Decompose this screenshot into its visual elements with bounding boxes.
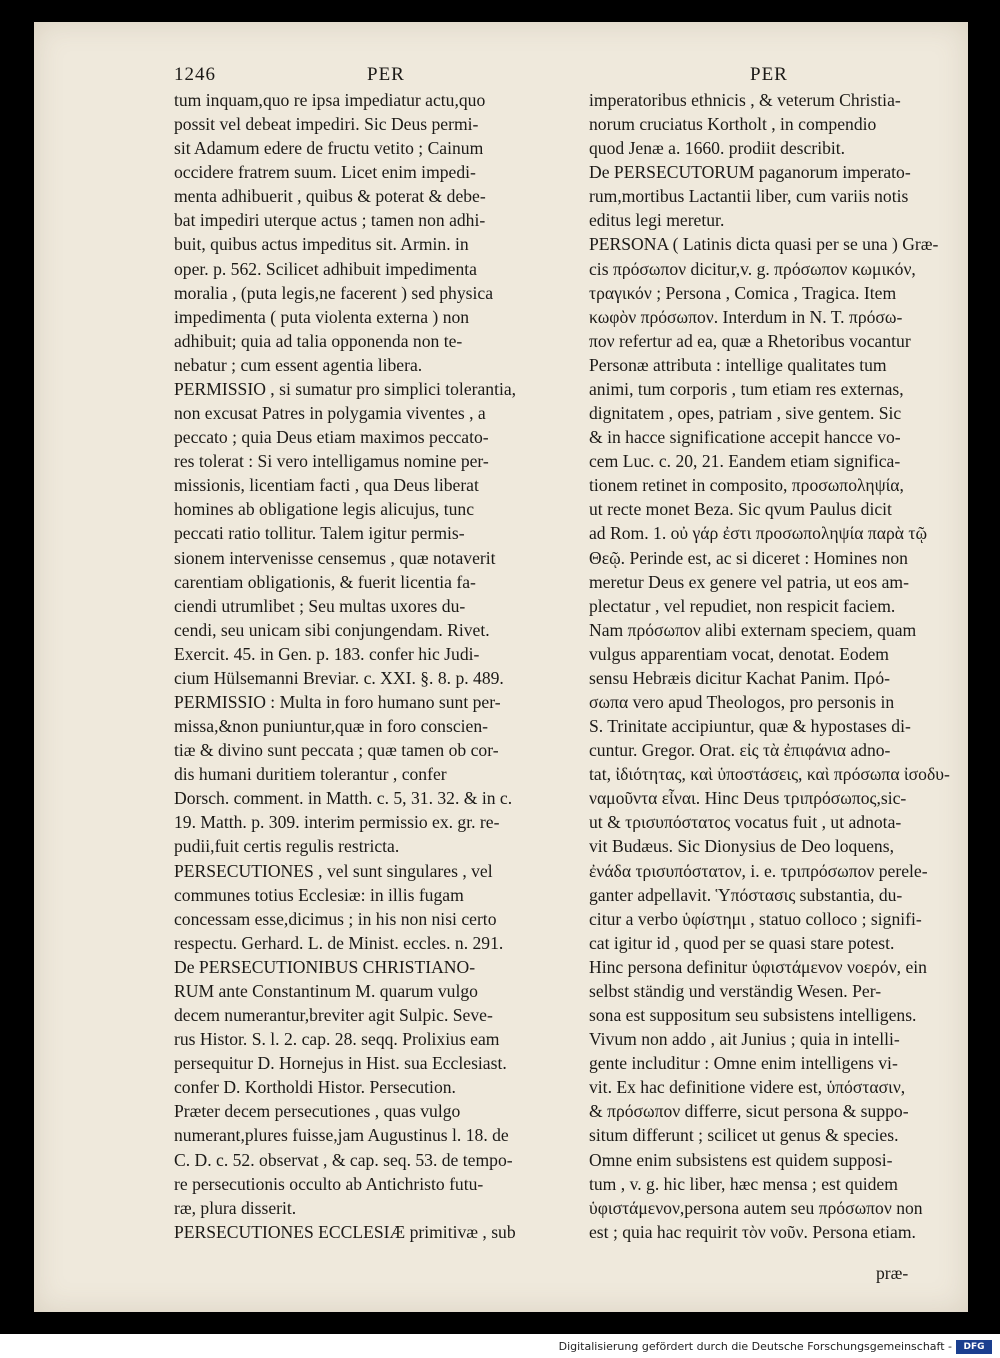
text-line: PERMISSIO : Multa in foro humano sunt per-	[174, 692, 501, 712]
text-line: cendi, seu unicam sibi conjungendam. Rivet.	[174, 619, 490, 640]
text-line: missionis, licentiam facti , qua Deus liberat	[174, 475, 479, 496]
text-line: dis humani duritiem tolerantur , confer	[174, 764, 447, 785]
text-line: imperatoribus ethnicis , & veterum Christia-	[589, 90, 901, 110]
running-head-right: PER	[750, 64, 788, 85]
text-line: PERSECUTIONES ECCLESIÆ primitivæ , sub	[174, 1221, 516, 1242]
text-line: possit vel debeat impediri. Sic Deus permi-	[174, 114, 479, 135]
text-line: ganter adpellavit. Ὑπόστασις substantia, du-	[589, 884, 903, 905]
text-line: confer D. Kortholdi Histor. Persecution.	[174, 1077, 456, 1098]
page-number: 1246	[174, 64, 216, 85]
text-line: tum , v. g. hic liber, hæc mensa ; est quidem	[589, 1173, 898, 1194]
text-line: citur a verbo ὑφίστημι , statuo colloco ; signifi-	[589, 908, 922, 929]
text-line: Omne enim subsistens est quidem supposi-	[589, 1149, 893, 1170]
text-line: peccato ; quia Deus etiam maximos peccato-	[174, 427, 489, 448]
text-line: rus Histor. S. l. 2. cap. 28. seqq. Prolixius eam	[174, 1029, 500, 1050]
text-line: κωφὸν πρόσωπον. Interdum in N. T. πρόσω-	[589, 306, 903, 327]
text-line: De PERSECUTORUM paganorum imperato-	[589, 162, 911, 183]
text-line: ναμοῦντα εἶναι. Hinc Deus τριπρόσωπος,sic-	[589, 788, 907, 809]
text-line: vulgus apparentiam vocat, denotat. Eodem	[589, 643, 889, 664]
text-line: situm differunt ; scilicet ut genus & species.	[589, 1125, 899, 1146]
text-line: 19. Matth. p. 309. interim permissio ex. gr. re-	[174, 812, 500, 833]
text-line: ut & τρισυπόστατος vocatus fuit , ut adnota-	[589, 812, 902, 833]
text-line: sona est suppositum seu subsistens intelligens.	[589, 1005, 917, 1026]
footer	[0, 1337, 1000, 1358]
text-line: editus legi meretur.	[589, 210, 725, 231]
text-line: missa,&non puniuntur,quæ in foro conscien-	[174, 716, 488, 737]
text-line: sionem intervenisse censemus , quæ notaverit	[174, 547, 496, 568]
text-line: impedimenta ( puta violenta externa ) non	[174, 306, 470, 327]
text-line: adhibuit; quia ad talia opponenda non te-	[174, 330, 463, 351]
text-line: tionem retinet in composito, προσωποληψία,	[589, 475, 904, 496]
text-line: De PERSECUTIONIBUS CHRISTIANO-	[174, 956, 476, 977]
text-line: carentiam obligationis, & fuerit licentia fa-	[174, 571, 476, 592]
text-line: Exercit. 45. in Gen. p. 183. confer hic Judi-	[174, 643, 480, 664]
text-line: non excusat Patres in polygamia viventes , a	[174, 403, 486, 424]
text-line: tiæ & divino sunt peccata ; quæ tamen ob cor-	[174, 740, 499, 761]
text-line: cem Luc. c. 20, 21. Eandem etiam significa-	[589, 451, 901, 472]
text-line: ut recte monet Beza. Sic qvum Paulus dicit	[589, 499, 892, 520]
text-line: τραγικόν ; Persona , Comica , Tragica. Item	[589, 282, 897, 303]
text-line: PERSONA ( Latinis dicta quasi per se una ) Græ-	[589, 234, 939, 255]
text-line: meretur Deus ex genere vel patria, ut eos am-	[589, 571, 909, 592]
text-line: ὑφιστάμενον,persona autem seu πρόσωπον non	[589, 1197, 923, 1218]
text-line: RUM ante Constantinum M. quarum vulgo	[174, 980, 478, 1001]
text-line: res tolerat : Si vero intelligamus nomine per-	[174, 451, 489, 472]
text-line: norum cruciatus Kortholt , in compendio	[589, 114, 877, 135]
text-line: gente includitur : Omne enim intelligens vi-	[589, 1053, 898, 1074]
text-line: decem numerantur,breviter agit Sulpic. Seve-	[174, 1005, 493, 1026]
text-line: ræ, plura disserit.	[174, 1197, 297, 1218]
text-line: ἐνάδα τρισυπόστατον, i. e. τριπρόσωπον perele-	[589, 860, 928, 881]
text-line: Dorsch. comment. in Matth. c. 5, 31. 32. & in c.	[174, 788, 513, 809]
text-line: homines ab obligatione legis alicujus, tunc	[174, 499, 475, 520]
text-line: sensu Hebræis dicitur Kachat Panim. Πρό-	[589, 667, 890, 688]
text-line: moralia , (puta legis,ne facerent ) sed physica	[174, 282, 493, 303]
text-line: menta adhibuerit , quibus & poterat & debe-	[174, 186, 486, 207]
text-line: S. Trinitate accipiuntur, quæ & hypostases di-	[589, 716, 911, 737]
running-head-left: PER	[367, 64, 405, 85]
text-line: re persecutionis occulto ab Antichristo futu-	[174, 1173, 484, 1194]
text-line: Θεῷ. Perinde est, ac si diceret : Homines non	[589, 547, 908, 568]
text-line: rum,mortibus Lactantii liber, cum variis notis	[589, 186, 909, 207]
text-line: & πρόσωπον differre, sicut persona & suppo-	[589, 1101, 909, 1122]
text-line: tum inquam,quo re ipsa impediatur actu,quo	[174, 90, 486, 110]
text-line: cium Hülsemanni Breviar. c. XXI. §. 8. p. 489.	[174, 667, 504, 688]
text-line: πον refertur ad ea, quæ a Rhetoribus vocantur	[589, 330, 911, 351]
text-line: peccati ratio tollitur. Talem igitur permis-	[174, 523, 465, 544]
text-line: sit Adamum edere de fructu vetito ; Cainum	[174, 138, 484, 159]
text-line: plectatur , vel repudiet, non respicit faciem.	[589, 595, 896, 616]
text-line: vit. Ex hac definitione videre est, ὑπόστασιν,	[589, 1077, 906, 1098]
text-line: ciendi utrumlibet ; Seu multas uxores du-	[174, 595, 466, 616]
dfg-logo: DFG	[956, 1340, 992, 1354]
text-line: quod Jenæ a. 1660. prodiit describit.	[589, 138, 846, 159]
text-line: PERMISSIO , si sumatur pro simplici tolerantia,	[174, 378, 517, 399]
text-line: PERSECUTIONES , vel sunt singulares , vel	[174, 860, 493, 881]
text-line: animi, tum corporis , tum etiam res externas,	[589, 378, 904, 399]
text-line: oper. p. 562. Scilicet adhibuit impedimenta	[174, 258, 477, 279]
text-line: & in hacce significatione accepit hancce vo-	[589, 427, 901, 448]
text-line: bat impediri uterque actus ; tamen non adhi-	[174, 210, 486, 231]
text-line: Præter decem persecutiones , quas vulgo	[174, 1101, 461, 1122]
text-line: cuntur. Gregor. Orat. εἰς τὰ ἐπιφάνια adno-	[589, 740, 891, 761]
catchword: præ-	[876, 1263, 909, 1283]
text-line: respectu. Gerhard. L. de Minist. eccles. n. 291.	[174, 932, 504, 953]
text-line: Personæ attributa : intellige qualitates tum	[589, 354, 887, 375]
book-page	[34, 22, 968, 1312]
text-line: selbst ständig und verständig Wesen. Per-	[589, 980, 882, 1001]
text-line: vit Budæus. Sic Dionysius de Deo loquens,	[589, 836, 894, 857]
text-line: numerant,plures fuisse,jam Augustinus l. 18. de	[174, 1125, 509, 1146]
text-line: tat, ἰδιότητας, καὶ ὑποστάσεις, καὶ πρόσωπα ἰσοδυ-	[589, 764, 950, 785]
text-line: dignitatem , opes, patriam , sive gentem. Sic	[589, 403, 902, 424]
text-line: Vivum non addo , ait Junius ; quia in intelli-	[589, 1029, 900, 1050]
text-line: buit, quibus actus impeditus sit. Armin. in	[174, 234, 469, 255]
text-line: persequitur D. Hornejus in Hist. sua Ecclesiast.	[174, 1053, 507, 1074]
text-line: C. D. c. 52. observat , & cap. seq. 53. de tempo-	[174, 1149, 513, 1170]
footer-text: Digitalisierung gefördert durch die Deutsche Forschungsgemeinschaft -	[558, 1340, 952, 1353]
text-line: est ; quia hac requirit τὸν νοῦν. Persona etiam.	[589, 1221, 916, 1242]
text-line: nebatur ; cum essent agentia libera.	[174, 354, 423, 375]
text-line: cat igitur id , quod per se quasi stare potest.	[589, 932, 895, 953]
text-line: cis πρόσωπον dicitur,v. g. πρόσωπον κωμικόν,	[589, 258, 916, 279]
text-line: pudii,fuit certis regulis restricta.	[174, 836, 400, 857]
text-line: Nam πρόσωπον alibi externam speciem, quam	[589, 619, 917, 640]
text-line: ad Rom. 1. οὐ γάρ ἐστι προσωποληψία παρὰ τῷ	[589, 523, 928, 544]
text-line: concessam esse,dicimus ; in his non nisi certo	[174, 908, 497, 929]
text-line: Hinc persona definitur ὑφιστάμενον νοερόν, ein	[589, 956, 927, 977]
text-line: σωπα vero apud Theologos, pro personis in	[589, 692, 895, 712]
text-line: occidere fratrem suum. Licet enim impedi-	[174, 162, 476, 183]
text-line: communes totius Ecclesiæ: in illis fugam	[174, 884, 464, 905]
